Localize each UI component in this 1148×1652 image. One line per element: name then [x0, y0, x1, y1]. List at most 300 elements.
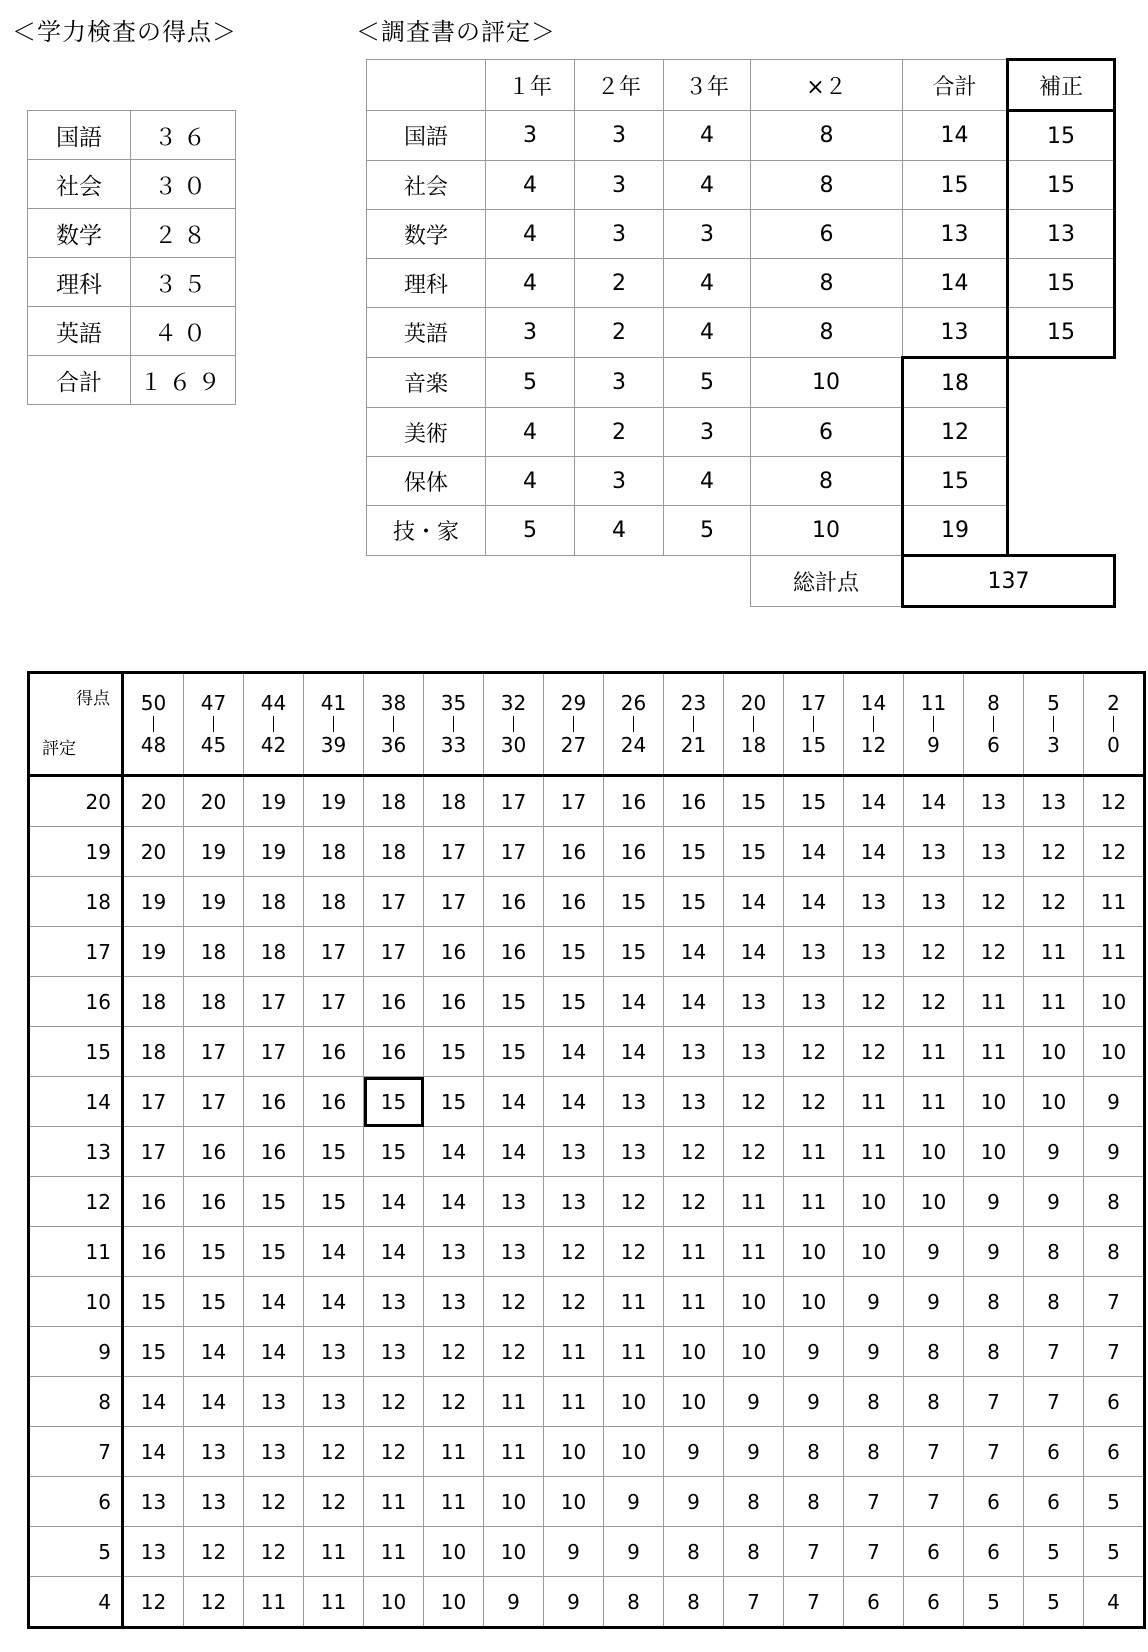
conversion-cell: 12 — [904, 977, 964, 1027]
report-row — [367, 358, 1115, 408]
conversion-cell: 11 — [964, 1027, 1024, 1077]
report-cell-x2: 8 — [751, 308, 903, 358]
conversion-row — [29, 1227, 1145, 1277]
conversion-cell: 10 — [904, 1127, 964, 1177]
conversion-cell: 16 — [364, 1027, 424, 1077]
conversion-cell: 13 — [244, 1377, 304, 1427]
range-low: 39 — [320, 733, 347, 757]
conversion-cell: 6 — [964, 1477, 1024, 1527]
report-cell-y2: 3 — [575, 161, 664, 210]
score-range-header — [904, 673, 964, 776]
conversion-cell: 10 — [964, 1127, 1024, 1177]
conversion-cell: 13 — [244, 1427, 304, 1477]
conversion-row — [29, 1427, 1145, 1477]
conversion-cell: 10 — [844, 1177, 904, 1227]
conversion-cell: 14 — [424, 1127, 484, 1177]
report-blank-cell — [664, 556, 751, 607]
grade-row-label: 12 — [29, 1177, 123, 1227]
range-low: 45 — [200, 733, 227, 757]
report-cell-y3: 4 — [664, 259, 751, 308]
conversion-cell: 9 — [544, 1527, 604, 1577]
report-cell-total: 19 — [903, 506, 1008, 556]
grade-row-label: 13 — [29, 1127, 123, 1177]
conversion-cell: 15 — [484, 1027, 544, 1077]
conversion-cell: 11 — [1024, 927, 1084, 977]
report-cell-adjusted — [1008, 408, 1115, 457]
conversion-cell: 14 — [244, 1277, 304, 1327]
range-low: 0 — [1107, 733, 1120, 757]
conversion-cell: 14 — [544, 1027, 604, 1077]
conversion-cell: 15 — [784, 776, 844, 827]
report-row — [367, 259, 1115, 308]
report-cell-adjusted — [1008, 457, 1115, 506]
range-high: 5 — [1047, 691, 1060, 715]
conversion-cell: 17 — [484, 827, 544, 877]
conversion-cell: 11 — [304, 1527, 364, 1577]
conversion-cell: 19 — [304, 776, 364, 827]
score-range-header — [604, 673, 664, 776]
range-divider — [813, 716, 814, 732]
conversion-cell: 16 — [244, 1127, 304, 1177]
conversion-cell: 7 — [784, 1577, 844, 1628]
range-divider — [633, 716, 634, 732]
conversion-corner — [29, 673, 123, 776]
conversion-cell: 8 — [964, 1277, 1024, 1327]
conversion-row — [29, 1477, 1145, 1527]
report-cell-total: 15 — [903, 161, 1008, 210]
conversion-row — [29, 1127, 1145, 1177]
conversion-cell: 11 — [784, 1127, 844, 1177]
report-row — [367, 111, 1115, 161]
conversion-row — [29, 1577, 1145, 1628]
conversion-cell: 12 — [844, 1027, 904, 1077]
conversion-cell: 11 — [364, 1477, 424, 1527]
conversion-cell: 13 — [304, 1327, 364, 1377]
report-header-cell: 補正 — [1008, 60, 1115, 111]
range-low: 36 — [380, 733, 407, 757]
conversion-cell: 12 — [604, 1177, 664, 1227]
conversion-cell: 6 — [844, 1577, 904, 1628]
grade-row-label: 4 — [29, 1577, 123, 1628]
conversion-cell: 13 — [784, 927, 844, 977]
conversion-cell: 7 — [844, 1527, 904, 1577]
conversion-cell: 11 — [424, 1477, 484, 1527]
range-high: 14 — [860, 691, 887, 715]
conversion-cell: 17 — [484, 776, 544, 827]
conversion-cell: 19 — [244, 827, 304, 877]
conversion-cell: 20 — [123, 776, 184, 827]
conversion-cell: 8 — [964, 1327, 1024, 1377]
conversion-cell: 10 — [424, 1577, 484, 1628]
report-cell-adjusted: 13 — [1008, 210, 1115, 259]
conversion-cell: 12 — [724, 1127, 784, 1177]
conversion-row — [29, 1077, 1145, 1127]
conversion-cell: 7 — [784, 1527, 844, 1577]
conversion-cell: 11 — [844, 1127, 904, 1177]
conversion-cell: 13 — [964, 827, 1024, 877]
conversion-cell: 18 — [244, 877, 304, 927]
report-cell-y2: 2 — [575, 308, 664, 358]
conversion-cell: 11 — [424, 1427, 484, 1477]
report-cell-y2: 3 — [575, 111, 664, 161]
conversion-cell: 5 — [1084, 1477, 1145, 1527]
report-cell-total: 14 — [903, 259, 1008, 308]
report-cell-adjusted: 15 — [1008, 111, 1115, 161]
conversion-cell: 16 — [184, 1177, 244, 1227]
range-high: 41 — [320, 691, 347, 715]
range-high: 26 — [620, 691, 647, 715]
conversion-cell: 14 — [544, 1077, 604, 1127]
conversion-cell: 16 — [364, 977, 424, 1027]
conversion-row — [29, 1377, 1145, 1427]
conversion-cell: 19 — [184, 827, 244, 877]
range-divider — [213, 716, 214, 732]
report-cell-y1: 3 — [486, 308, 575, 358]
conversion-cell: 15 — [123, 1277, 184, 1327]
report-subject: 美術 — [367, 408, 486, 457]
conversion-cell: 14 — [604, 1027, 664, 1077]
conversion-cell: 10 — [1024, 1077, 1084, 1127]
conversion-row — [29, 927, 1145, 977]
report-cell-adjusted — [1008, 506, 1115, 556]
conversion-cell: 13 — [544, 1127, 604, 1177]
report-cell-y3: 4 — [664, 308, 751, 358]
conversion-cell: 11 — [304, 1577, 364, 1628]
report-cell-adjusted: 15 — [1008, 308, 1115, 358]
conversion-cell: 20 — [123, 827, 184, 877]
conversion-cell: 11 — [1084, 927, 1145, 977]
conversion-cell: 9 — [784, 1327, 844, 1377]
conversion-cell: 13 — [664, 1077, 724, 1127]
conversion-cell: 13 — [904, 827, 964, 877]
report-row — [367, 161, 1115, 210]
conversion-cell: 13 — [364, 1277, 424, 1327]
conversion-cell: 12 — [1024, 877, 1084, 927]
conversion-cell: 9 — [484, 1577, 544, 1628]
conversion-cell: 10 — [664, 1327, 724, 1377]
report-subject: 理科 — [367, 259, 486, 308]
range-high: 50 — [140, 691, 167, 715]
conversion-cell: 18 — [244, 927, 304, 977]
conversion-cell: 12 — [904, 927, 964, 977]
conversion-cell: 13 — [364, 1327, 424, 1377]
score-range-header — [244, 673, 304, 776]
report-blank-cell — [486, 556, 575, 607]
range-divider — [513, 716, 514, 732]
conversion-cell: 14 — [484, 1077, 544, 1127]
conversion-cell: 14 — [364, 1227, 424, 1277]
conversion-cell: 7 — [724, 1577, 784, 1628]
conversion-cell: 12 — [724, 1077, 784, 1127]
conversion-cell: 17 — [184, 1077, 244, 1127]
conversion-cell: 15 — [724, 776, 784, 827]
conversion-cell: 7 — [844, 1477, 904, 1527]
conversion-cell: 15 — [544, 927, 604, 977]
score-value: ３０ — [131, 160, 236, 209]
grade-row-label: 20 — [29, 776, 123, 827]
conversion-cell: 11 — [964, 977, 1024, 1027]
corner-grade-label: 評定 — [42, 739, 76, 759]
report-row — [367, 506, 1115, 556]
score-range-header — [1024, 673, 1084, 776]
conversion-cell: 10 — [484, 1527, 544, 1577]
range-divider — [453, 716, 454, 732]
conversion-cell: 12 — [484, 1327, 544, 1377]
conversion-cell: 5 — [1084, 1527, 1145, 1577]
conversion-cell: 14 — [424, 1177, 484, 1227]
conversion-cell: 15 — [424, 1077, 484, 1127]
range-high: 32 — [500, 691, 527, 715]
conversion-cell: 20 — [184, 776, 244, 827]
report-row — [367, 408, 1115, 457]
grade-row-label: 14 — [29, 1077, 123, 1127]
conversion-cell: 13 — [424, 1227, 484, 1277]
conversion-cell: 11 — [724, 1177, 784, 1227]
conversion-cell: 12 — [664, 1177, 724, 1227]
report-section-title: ＜調査書の評定＞ — [356, 18, 556, 46]
conversion-cell: 11 — [904, 1077, 964, 1127]
conversion-cell: 14 — [364, 1177, 424, 1227]
report-blank-cell — [367, 556, 486, 607]
conversion-row — [29, 1027, 1145, 1077]
range-low: 18 — [740, 733, 767, 757]
conversion-cell: 12 — [664, 1127, 724, 1177]
score-range-header — [784, 673, 844, 776]
score-range-header — [424, 673, 484, 776]
report-cell-adjusted — [1008, 358, 1115, 408]
conversion-cell: 9 — [1024, 1127, 1084, 1177]
conversion-cell: 12 — [244, 1527, 304, 1577]
range-high: 35 — [440, 691, 467, 715]
conversion-cell: 19 — [123, 927, 184, 977]
report-subject: 社会 — [367, 161, 486, 210]
conversion-cell: 15 — [604, 877, 664, 927]
conversion-cell: 5 — [964, 1577, 1024, 1628]
score-range-header — [544, 673, 604, 776]
conversion-cell: 13 — [123, 1477, 184, 1527]
conversion-cell: 13 — [604, 1127, 664, 1177]
conversion-cell: 13 — [184, 1477, 244, 1527]
conversion-cell: 9 — [1084, 1077, 1145, 1127]
conversion-cell: 8 — [1024, 1227, 1084, 1277]
report-cell-total: 14 — [903, 111, 1008, 161]
conversion-cell: 8 — [844, 1377, 904, 1427]
conversion-cell: 13 — [904, 877, 964, 927]
conversion-cell: 13 — [664, 1027, 724, 1077]
grand-total-label: 総計点 — [751, 556, 903, 607]
range-divider — [693, 716, 694, 732]
report-cell-adjusted: 15 — [1008, 161, 1115, 210]
conversion-cell: 10 — [544, 1477, 604, 1527]
conversion-cell: 13 — [724, 977, 784, 1027]
grade-row-label: 11 — [29, 1227, 123, 1277]
report-cell-y3: 3 — [664, 210, 751, 259]
conversion-cell: 10 — [604, 1377, 664, 1427]
score-subject: 社会 — [28, 160, 131, 209]
conversion-cell: 11 — [604, 1277, 664, 1327]
conversion-cell: 8 — [784, 1477, 844, 1527]
conversion-cell: 10 — [1084, 1027, 1145, 1077]
report-cell-y2: 3 — [575, 457, 664, 506]
conversion-cell: 9 — [964, 1177, 1024, 1227]
conversion-cell: 4 — [1084, 1577, 1145, 1628]
grade-row-label: 10 — [29, 1277, 123, 1327]
conversion-cell: 11 — [1024, 977, 1084, 1027]
conversion-cell: 15 — [424, 1027, 484, 1077]
conversion-cell: 11 — [724, 1227, 784, 1277]
report-cell-total: 18 — [903, 358, 1008, 408]
range-divider — [753, 716, 754, 732]
conversion-cell: 11 — [484, 1427, 544, 1477]
score-range-header — [304, 673, 364, 776]
conversion-cell: 7 — [964, 1377, 1024, 1427]
conversion-cell: 8 — [1084, 1177, 1145, 1227]
conversion-cell: 12 — [123, 1577, 184, 1628]
report-header-row — [367, 60, 1115, 111]
report-cell-x2: 8 — [751, 161, 903, 210]
conversion-cell: 13 — [724, 1027, 784, 1077]
conversion-cell: 15 — [604, 927, 664, 977]
conversion-cell: 12 — [424, 1377, 484, 1427]
conversion-cell: 18 — [304, 827, 364, 877]
conversion-cell: 8 — [784, 1427, 844, 1477]
conversion-cell: 13 — [844, 877, 904, 927]
conversion-cell: 10 — [904, 1177, 964, 1227]
conversion-cell: 12 — [364, 1377, 424, 1427]
conversion-row — [29, 776, 1145, 827]
grade-row-label: 19 — [29, 827, 123, 877]
conversion-cell: 14 — [123, 1427, 184, 1477]
range-high: 47 — [200, 691, 227, 715]
report-blank-cell — [575, 556, 664, 607]
conversion-cell: 14 — [184, 1377, 244, 1427]
report-cell-y1: 4 — [486, 408, 575, 457]
conversion-cell: 17 — [544, 776, 604, 827]
conversion-cell: 12 — [784, 1077, 844, 1127]
range-low: 42 — [260, 733, 287, 757]
conversion-cell: 17 — [304, 977, 364, 1027]
conversion-cell: 15 — [304, 1127, 364, 1177]
report-row — [367, 210, 1115, 259]
conversion-cell: 6 — [904, 1577, 964, 1628]
conversion-cell: 18 — [184, 977, 244, 1027]
conversion-cell: 9 — [544, 1577, 604, 1628]
conversion-cell: 16 — [484, 877, 544, 927]
conversion-cell: 18 — [364, 827, 424, 877]
score-row — [28, 307, 236, 356]
conversion-header-row — [29, 673, 1145, 776]
conversion-cell: 11 — [664, 1227, 724, 1277]
report-cell-adjusted: 15 — [1008, 259, 1115, 308]
conversion-cell: 10 — [1024, 1027, 1084, 1077]
grade-row-label: 8 — [29, 1377, 123, 1427]
score-range-header — [364, 673, 424, 776]
report-cell-x2: 8 — [751, 457, 903, 506]
conversion-cell: 15 — [244, 1177, 304, 1227]
conversion-cell: 16 — [544, 877, 604, 927]
report-cell-total: 12 — [903, 408, 1008, 457]
conversion-cell: 11 — [244, 1577, 304, 1628]
conversion-cell: 15 — [184, 1227, 244, 1277]
conversion-cell: 9 — [844, 1277, 904, 1327]
score-row — [28, 160, 236, 209]
conversion-cell: 18 — [123, 977, 184, 1027]
conversion-cell: 9 — [964, 1227, 1024, 1277]
report-subject: 国語 — [367, 111, 486, 161]
conversion-cell: 19 — [123, 877, 184, 927]
conversion-table — [27, 671, 1146, 1629]
report-cell-y3: 4 — [664, 457, 751, 506]
report-cell-y3: 3 — [664, 408, 751, 457]
conversion-cell: 10 — [664, 1377, 724, 1427]
report-subject: 英語 — [367, 308, 486, 358]
conversion-cell: 9 — [604, 1477, 664, 1527]
range-divider — [933, 716, 934, 732]
conversion-cell: 8 — [1024, 1277, 1084, 1327]
conversion-cell: 12 — [364, 1427, 424, 1477]
report-cell-y1: 4 — [486, 457, 575, 506]
conversion-cell: 16 — [184, 1127, 244, 1177]
conversion-cell: 17 — [184, 1027, 244, 1077]
range-high: 29 — [560, 691, 587, 715]
grade-row-label: 15 — [29, 1027, 123, 1077]
conversion-cell: 18 — [304, 877, 364, 927]
conversion-cell: 10 — [844, 1227, 904, 1277]
report-table — [366, 58, 1116, 608]
report-cell-y1: 3 — [486, 111, 575, 161]
conversion-cell: 9 — [604, 1527, 664, 1577]
range-low: 21 — [680, 733, 707, 757]
conversion-cell: 15 — [364, 1127, 424, 1177]
conversion-cell: 11 — [1084, 877, 1145, 927]
report-row — [367, 308, 1115, 358]
conversion-cell: 12 — [844, 977, 904, 1027]
range-divider — [393, 716, 394, 732]
report-cell-x2: 6 — [751, 408, 903, 457]
conversion-row — [29, 1177, 1145, 1227]
conversion-cell: 13 — [123, 1527, 184, 1577]
conversion-cell: 15 — [664, 827, 724, 877]
conversion-cell: 15 — [664, 877, 724, 927]
conversion-cell: 6 — [964, 1527, 1024, 1577]
conversion-cell: 13 — [604, 1077, 664, 1127]
score-value: １６９ — [131, 356, 236, 405]
conversion-cell: 14 — [724, 877, 784, 927]
conversion-cell: 13 — [424, 1277, 484, 1327]
report-cell-y2: 3 — [575, 358, 664, 408]
range-low: 27 — [560, 733, 587, 757]
score-range-header — [184, 673, 244, 776]
range-low: 3 — [1047, 733, 1060, 757]
range-high: 17 — [800, 691, 827, 715]
conversion-cell: 12 — [424, 1327, 484, 1377]
report-cell-y1: 5 — [486, 358, 575, 408]
conversion-cell: 6 — [904, 1527, 964, 1577]
conversion-cell: 17 — [244, 1027, 304, 1077]
conversion-row — [29, 1327, 1145, 1377]
conversion-cell: 7 — [904, 1477, 964, 1527]
report-header-cell: ３年 — [664, 60, 751, 111]
conversion-cell: 16 — [244, 1077, 304, 1127]
report-cell-y2: 3 — [575, 210, 664, 259]
conversion-cell: 6 — [1084, 1377, 1145, 1427]
conversion-cell: 16 — [304, 1027, 364, 1077]
conversion-cell: 12 — [784, 1027, 844, 1077]
conversion-cell: 18 — [123, 1027, 184, 1077]
conversion-cell: 9 — [904, 1277, 964, 1327]
conversion-cell: 14 — [304, 1227, 364, 1277]
range-low: 12 — [860, 733, 887, 757]
